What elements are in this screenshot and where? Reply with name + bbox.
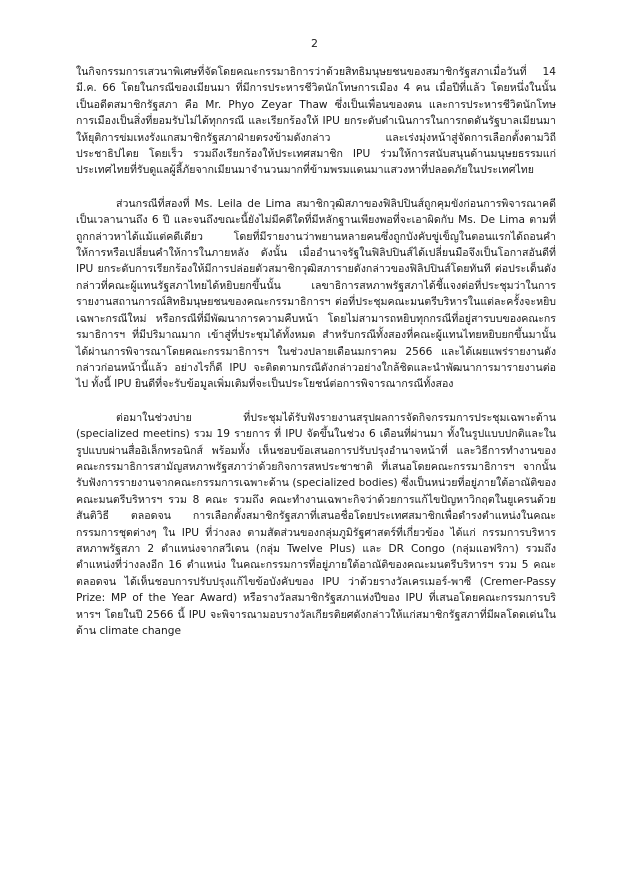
paragraph-3: ต่อมาในช่วงบ่าย ที่ประชุมได้รับฟังรายงานสรุปผลการจัดกิจกรรมการประชุมเฉพาะด้าน (specialized meetins) รวม 19 รายการ ที่ IPU จัดขึ้นในช่วง 6 เดือนที่ผ่านมา ทั้งในรูปแบบปกติและในรูปแบบผ่านสื่ออิเล็กทรอนิกส์ พร้อมทั้ง เห็นชอบข้อเสนอการปรับปรุงอำนาจหน้าที่ และวิธีการทำงานของคณะกรรมาธิการสามัญสหภาพรัฐสภาว่าด้วยกิจการสหประชาชาติ ที่เสนอโดยคณะกรรมาธิการฯ จากนั้นรับฟังการรายงานจากคณะกรรมการเฉพาะด้าน (specialized bodies) ซึ่งเป็นหน่วยที่อยู่ภายใต้อาณัติของคณะมนตรีบริหารฯ รวม 8 คณะ รวมถึง คณะทำงานเฉพาะกิจว่าด้วยการแก้ไขปัญหาวิกฤตในยูเครนด้วยสันติวิธี ตลอดจน การเลือกตั้งสมาชิกรัฐสภาที่เสนอชื่อโดยประเทศสมาชิกเพื่อดำรงตำแหน่งในคณะกรรมการชุดต่างๆ ใน IPU ที่ว่างลง ตามสัดส่วนของกลุ่มภูมิรัฐศาสตร์ที่เกี่ยวข้อง ได้แก่ กรรมการบริหารสหภาพรัฐสภา 2 ตำแหน่งจากสวีเดน (กลุ่ม Twelve Plus) และ DR Congo (กลุ่มแอฟริกา) รวมถึง ตำแหน่งที่ว่างลงอีก 16 ตำแหน่ง ในคณะกรรมการที่อยู่ภายใต้อาณัติของคณะมนตรีบริหารฯ รวม 5 คณะ ตลอดจน ได้เห็นชอบการปรับปรุงแก้ไขข้อบังคับของ IPU ว่าด้วยรางวัลเครเมอร์-พาซี (Cremer-Passy Prize: MP of the Year Award) หรือรางวัลสมาชิกรัฐสภาแห่งปีของ IPU ที่เสนอโดยคณะกรรมการบริหารฯ โดยในปี 2566 นี้ IPU จะพิจารณามอบรางวัลเกียรติยศดังกล่าวให้แก่สมาชิกรัฐสภาที่มีผลโดดเด่นในด้าน climate change xyxy=(76,411,556,637)
document-body xyxy=(76,64,556,656)
paragraph-2: ส่วนกรณีที่สองที่ Ms. Leila de Lima สมาชิกวุฒิสภาของฟิลิปปินส์ถูกคุมขังก่อนการพิจารณาคดี เป็นเวลานานถึง 6 ปี และจนถึงขณะนี้ยังไม่มีคดีใดที่มีหลักฐานเพียงพอที่จะเอาผิดกับ Ms. De Lima ตามที่ถูกกล่าวหาได้แม้แต่คดีเดียว โดยที่มีรายงานว่าพยานหลายคนซึ่งถูกบังคับขู่เข็ญในตอนแรกได้ถอนคำให้การหรือเปลี่ยนคำให้การในภายหลัง ดังนั้น เมื่ออำนาจรัฐในฟิลิปปินส์ได้เปลี่ยนมือจึงเป็นโอกาสอันดีที่ IPU ยกระดับการเรียกร้องให้มีการปล่อยตัวสมาชิกวุฒิสภารายดังกล่าวของฟิลิปปินส์โดยทันที ต่อประเด็นดังกล่าวที่คณะผู้แทนรัฐสภาไทยได้หยิบยกขึ้นนั้น เลขาธิการสหภาพรัฐสภาได้ชี้แจงต่อที่ประชุมว่าในการรายงานสถานการณ์สิทธิมนุษยชนของคณะกรรมาธิการฯ ต่อที่ประชุมคณะมนตรีบริหารในแต่ละครั้งจะหยิบเฉพาะกรณีใหม่ หรือกรณีที่มีพัฒนาการความคืบหน้า โดยไม่สามารถหยิบทุกกรณีที่อยู่สารบบของคณะกรรมาธิการฯ ที่มีปริมาณมาก เข้าสู่ที่ประชุมได้ทั้งหมด สำหรับกรณีทั้งสองที่คณะผู้แทนไทยหยิบยกขึ้นมานั้น ได้ผ่านการพิจารณาโดยคณะกรรมาธิการฯ ในช่วงปลายเดือนมกราคม 2566 และได้เผยแพร่รายงานดังกล่าวก่อนหน้านี้แล้ว อย่างไรก็ดี IPU จะติดตามกรณีดังกล่าวอย่างใกล้ชิดและนำพัฒนาการมารายงานต่อไป ทั้งนี้ IPU ยินดีที่จะรับข้อมูลเพิ่มเติมที่จะเป็นประโยชน์ต่อการพิจารณากรณีทั้งสอง xyxy=(76,197,556,391)
paragraph-1: ในกิจกรรมการเสวนาพิเศษที่จัดโดยคณะกรรมาธิการว่าด้วยสิทธิมนุษยชนของสมาชิกรัฐสภาเมื่อวันที่ 14 มี.ค. 66 โดยในกรณีของเมียนมา ที่มีการประหารชีวิตนักโทษการเมือง 4 คน เมื่อปีที่แล้ว โดยหนึ่งในนั้นเป็นอดีตสมาชิกรัฐสภา คือ Mr. Phyo Zeyar Thaw ซึ่งเป็นเพื่อนของตน และการประหารชีวิตนักโทษการเมืองเป็นสิ่งที่ยอมรับไม่ได้ทุกกรณี และเรียกร้องให้ IPU ยกระดับดำเนินการในการกดดันรัฐบาลเมียนมาให้ยุติการข่มเหงรังแกสมาชิกรัฐสภาฝ่ายตรงข้ามดังกล่าว และเร่งมุ่งหน้าสู่จัดการเลือกตั้งตามวิถีประชาธิปไตย โดยเร็ว รวมถึงเรียกร้องให้ประเทศสมาชิก IPU ร่วมให้การสนับสนุนด้านมนุษยธรรมแก่ประเทศไทยที่รับดูแลผู้ลี้ภัยจากเมียนมาจำนวนมากที่ข้ามพรมแดนมาแสวงหาที่ปลอดภัยในประเทศไทย xyxy=(76,66,556,177)
page-number: 2 xyxy=(311,37,318,50)
